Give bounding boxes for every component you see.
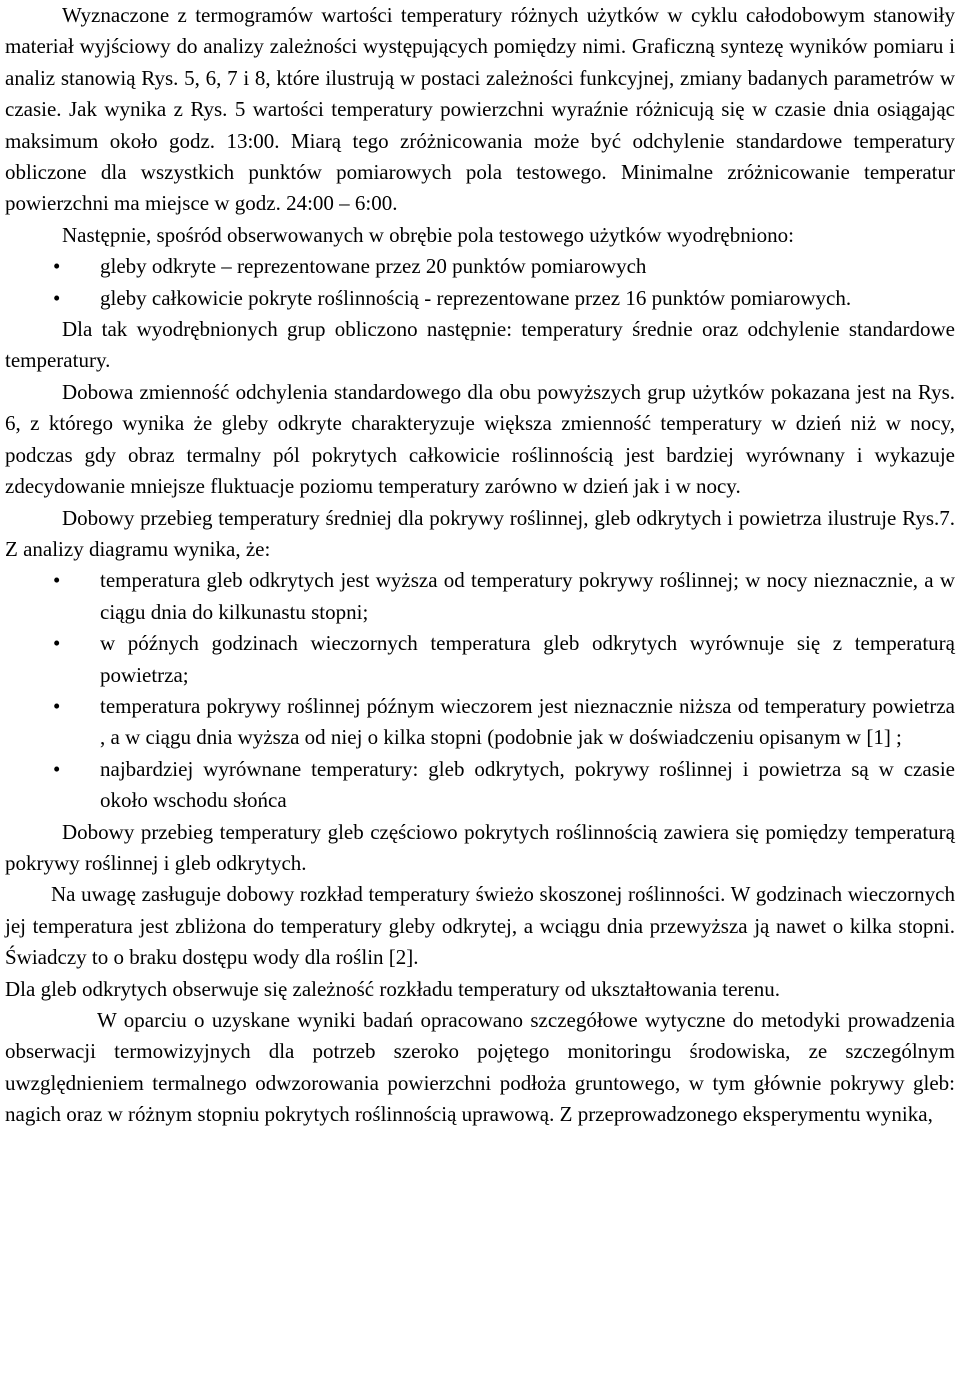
list-item [5, 283, 955, 314]
diagram-conclusions-list [5, 565, 955, 816]
bullet-icon: • [53, 254, 61, 279]
paragraph-mown-vegetation: Na uwagę zasługuje dobowy rozkład temperatury świeżo skoszonej roślinności. W godzinach wieczornych jej temperatura jest zbliżona do temperatury gleby odkrytej, a wciągu dnia przewyższa ją nawet o kilka stopni. Świadczy to o braku dostępu wody dla roślin [2]. [5, 882, 955, 970]
paragraph-mean-temperature: Dobowy przebieg temperatury średniej dla pokrywy roślinnej, gleb odkrytych i powietrza ilustruje Rys.7. Z analizy diagramu wynika, że: [5, 505, 955, 561]
paragraph-terrain-dependence: Dla gleb odkrytych obserwuje się zależność rozkładu temperatury od ukształtowania terenu. [5, 976, 780, 1001]
list-item-text: gleby całkowicie pokryte roślinnością - reprezentowane przez 16 punktów pomiarowych. [100, 285, 852, 310]
bullet-icon: • [53, 285, 61, 310]
bullet-icon: • [53, 631, 61, 656]
list-item [5, 565, 955, 628]
list-item [5, 628, 955, 691]
list-item-text: temperatura pokrywy roślinnej późnym wieczorem jest nieznacznie niższa od temperatury powietrza , a w ciągu dnia wyższa od niej o kilka stopni (podobnie jak w doświadczeniu opisanym w [1] ; [100, 693, 955, 750]
paragraph-computed-statistics: Dla tak wyodrębnionych grup obliczono następnie: temperatury średnie oraz odchylenie standardowe temperatury. [5, 317, 955, 373]
document-page [5, 0, 955, 1131]
paragraph-land-use-groups-intro: Następnie, spośród obserwowanych w obrębie pola testowego użytków wyodrębniono: [62, 222, 794, 247]
bullet-icon: • [53, 693, 61, 718]
bullet-icon: • [53, 756, 61, 781]
bullet-icon: • [53, 568, 61, 593]
list-item [5, 691, 955, 754]
list-item-text: temperatura gleb odkrytych jest wyższa od temperatury pokrywy roślinnej; w nocy nieznacznie, a w ciągu dnia do kilkunastu stopni; [100, 568, 955, 624]
list-item [5, 754, 955, 817]
paragraph-partially-covered-soils: Dobowy przebieg temperatury gleb częściowo pokrytych roślinnością zawiera się pomiędzy temperaturą pokrywy roślinnej i gleb odkrytych. [5, 819, 955, 875]
list-item-text: gleby odkryte – reprezentowane przez 20 punktów pomiarowych [100, 254, 647, 279]
paragraph-standard-deviation: Dobowa zmienność odchylenia standardowego dla obu powyższych grup użytków pokazana jest na Rys. 6, z którego wynika że gleby odkryte charakteryzuje większa zmienność temperatury w dzień niż w nocy, podczas gdy obraz termalny pól pokrytych całkowicie roślinnością jest bardziej wyrównany i wykazuje zdecydowanie mniejsze fluktuacje poziomu temperatury zarówno w dzień jak i w nocy. [5, 379, 955, 499]
paragraph-thermogram-values: Wyznaczone z termogramów wartości temperatury różnych użytków w cyklu całodobowym stanowiły materiał wyjściowy do analizy zależności występujących pomiędzy nimi. Graficzną syntezę wyników pomiaru i analiz stanowią Rys. 5, 6, 7 i 8, które ilustrują w postaci zależności funkcyjnej, zmiany badanych parametrów w czasie. Jak wynika z Rys. 5 wartości temperatury powierzchni wyraźnie różnicują się w czasie dnia osiągając maksimum około godz. 13:00. Miarą tego zróżnicowania może być odchylenie standardowe temperatury obliczone dla wszystkich punktów pomiarowych pola testowego. Minimalne zróżnicowanie temperatur powierzchni ma miejsce w godz. 24:00 – 6:00. [5, 3, 955, 216]
paragraph-methodology-guidelines: W oparciu o uzyskane wyniki badań opracowano szczegółowe wytyczne do metodyki prowadzenia obserwacji termowizyjnych dla potrzeb szeroko pojętego monitoringu środowiska, ze szczególnym uwzględnieniem termalnego odwzorowania powierzchni podłoża gruntowego, w tym głównie pokrywy gleb: nagich oraz w różnym stopniu pokrytych roślinnością uprawową. Z przeprowadzonego eksperymentu wynika, [5, 1008, 955, 1127]
list-item-text: w późnych godzinach wieczornych temperatura gleb odkrytych wyrównuje się z temperaturą powietrza; [100, 631, 955, 687]
list-item [5, 251, 955, 282]
land-use-groups-list [5, 251, 955, 314]
list-item-text: najbardziej wyrównane temperatury: gleb odkrytych, pokrywy roślinnej i powietrza są w czasie około wschodu słońca [100, 756, 955, 813]
